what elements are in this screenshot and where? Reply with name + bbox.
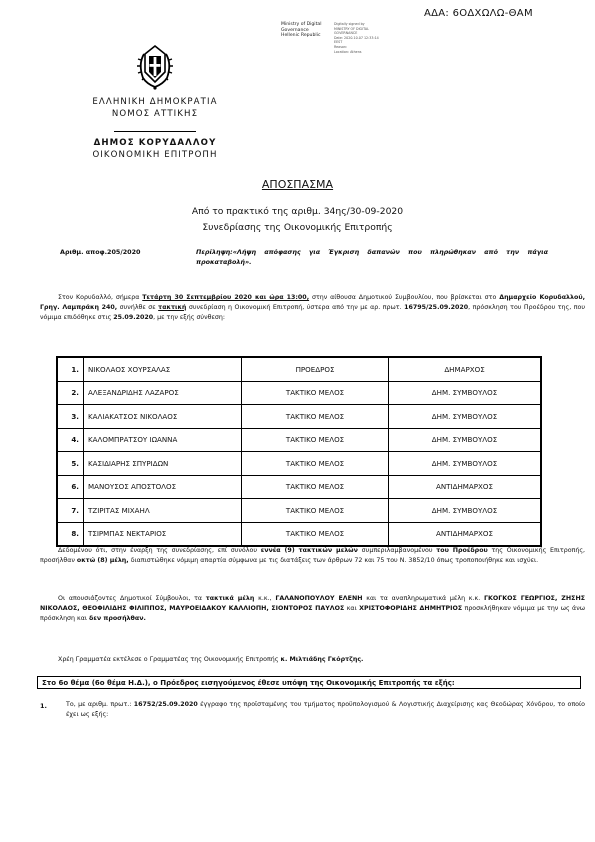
member-title: ΔΗΜΑΡΧΟΣ xyxy=(389,357,542,381)
table-row xyxy=(57,428,541,452)
table-row xyxy=(57,522,541,546)
table-row xyxy=(57,452,541,476)
republic-name: ΕΛΛΗΝΙΚΗ ΔΗΜΟΚΡΑΤΙΑ xyxy=(92,97,218,107)
secretary-paragraph: Χρέη Γραμματέα εκτέλεσε ο Γραμματέας της Οικονομικής Επιτροπής κ. Μιλτιάδης Γκόρτζης. xyxy=(58,656,364,663)
signature-issuer-line: Hellenic Republic xyxy=(281,33,321,39)
member-name: ΚΑΛΙΑΚΑΤΣΟΣ ΝΙΚΟΛΑΟΣ xyxy=(84,405,242,429)
member-name: ΜΑΝΟΥΣΟΣ ΑΠΟΣΤΟΛΟΣ xyxy=(84,475,242,499)
prefecture-name: ΝΟΜΟΣ ΑΤΤΙΚΗΣ xyxy=(111,109,199,119)
member-name: ΚΑΣΙΔΙΑΡΗΣ ΣΠΥΡΙΔΩΝ xyxy=(84,452,242,476)
member-number: 5. xyxy=(57,452,84,476)
table-row xyxy=(57,499,541,523)
absent-members-paragraph: Οι απουσιάζοντες Δημοτικοί Σύμβουλοι, τα τακτικά μέλη κ.κ., ΓΑΛΑΝΟΠΟΥΛΟΥ ΕΛΕΝΗ και τα αναπληρωματικά μέλη κ.κ. ΓΚΟΓΚΟΣ ΓΕΩΡΓΙΟΣ, ΖΗΣΗΣ ΝΙΚΟΛΑΟΣ, ΘΕΟΦΙΛΙΔΗΣ ΦΙΛΙΠΠΟΣ, ΜΑΥΡΟΕΙΔΑΚΟΥ ΚΑΛΛΙΟΠΗ, ΣΙΟΝΤΟΡΟΣ ΠΑΥΛΟΣ και ΧΡΙΣΤΟΦΟΡΙΔΗΣ ΔΗΜΗΤΡΙΟΣ προσκλήθηκαν νόμιμα με την ως άνω πρόσκληση και δεν προσήλθαν. xyxy=(40,595,586,622)
item-paragraph: Το, με αριθμ. πρωτ.: 16752/25.09.2020 έγγραφο της προϊσταμένης του τμήματος προϋπολογισμού & Λογιστικής Διαχείρισης κας Θεοδώρας Χόνδρου, το οποίο έχει ως εξής: xyxy=(66,701,585,718)
coat-of-arms-icon xyxy=(135,44,175,92)
table-row xyxy=(57,405,541,429)
member-number: 3. xyxy=(57,405,84,429)
ada-code: ΑΔΑ: 6ΟΔΧΩΛΩ-ΘΑΜ xyxy=(424,8,533,19)
member-role: ΤΑΚΤΙΚΟ ΜΕΛΟΣ xyxy=(242,405,389,429)
agenda-item-box: Στο 6ο θέμα (6ο θέμα Η.Δ.), ο Πρόεδρος εισηγούμενος έθεσε υπόψη της Οικονομικής Επιτροπής τα εξής: xyxy=(37,676,581,689)
document-title: ΑΠΟΣΠΑΣΜΑ xyxy=(261,178,334,191)
member-role: ΠΡΟΕΔΡΟΣ xyxy=(242,357,389,381)
intro-paragraph: Στον Κορυδαλλό, σήμερα Τετάρτη 30 Σεπτεμβρίου 2020 και ώρα 13:00, στην αίθουσα Δημοτικού Συμβουλίου, που βρίσκεται στο Δημαρχείο Κορυδαλλού, Γρηγ. Λαμπράκη 240, συνήλθε σε τακτική συνεδρίαση η Οικονομική Επιτροπή, ύστερα από την με αρ. πρωτ. 16795/25.09.2020, πρόσκληση του Προέδρου της, που νόμιμα επιδόθηκε στις 25.09.2020, με την εξής σύνθεση: xyxy=(40,294,585,321)
member-role: ΤΑΚΤΙΚΟ ΜΕΛΟΣ xyxy=(242,381,389,405)
table-row xyxy=(57,381,541,405)
member-title: ΔΗΜ. ΣΥΜΒΟΥΛΟΣ xyxy=(389,499,542,523)
member-number: 2. xyxy=(57,381,84,405)
member-title: ΔΗΜ. ΣΥΜΒΟΥΛΟΣ xyxy=(389,452,542,476)
member-name: ΑΛΕΞΑΝΔΡΙΔΗΣ ΛΑΖΑΡΟΣ xyxy=(84,381,242,405)
member-role: ΤΑΚΤΙΚΟ ΜΕΛΟΣ xyxy=(242,475,389,499)
decision-number: Αριθμ. αποφ.205/2020 xyxy=(60,248,141,256)
member-number: 6. xyxy=(57,475,84,499)
member-name: ΝΙΚΟΛΑΟΣ ΧΟΥΡΣΑΛΑΣ xyxy=(84,357,242,381)
member-number: 4. xyxy=(57,428,84,452)
member-role: ΤΑΚΤΙΚΟ ΜΕΛΟΣ xyxy=(242,428,389,452)
header-divider xyxy=(114,131,196,132)
member-role: ΤΑΚΤΙΚΟ ΜΕΛΟΣ xyxy=(242,499,389,523)
member-role: ΤΑΚΤΙΚΟ ΜΕΛΟΣ xyxy=(242,522,389,546)
member-title: ΑΝΤΙΔΗΜΑΡΧΟΣ xyxy=(389,522,542,546)
item-number: 1. xyxy=(40,702,47,710)
session-description: Συνεδρίασης της Οικονομικής Επιτροπής xyxy=(202,222,393,233)
member-number: 7. xyxy=(57,499,84,523)
table-row xyxy=(57,357,541,381)
signature-issuer-line: Ministry of Digital xyxy=(281,22,322,27)
signature-issuer xyxy=(281,22,321,39)
member-title: ΔΗΜ. ΣΥΜΒΟΥΛΟΣ xyxy=(389,381,542,405)
members-table xyxy=(56,356,542,547)
committee-name: ΟΙΚΟΝΟΜΙΚΗ ΕΠΙΤΡΟΠΗ xyxy=(92,150,218,160)
signature-issuer-line: Governance xyxy=(281,27,309,33)
member-number: 8. xyxy=(57,522,84,546)
member-title: ΑΝΤΙΔΗΜΑΡΧΟΣ xyxy=(389,475,542,499)
signature-details: Digitally signed by MINISTRY OF DIGITAL GOVERNANCE Date: 2020.10.07 12:33:14 EEST Reason: Location: Athens xyxy=(334,22,379,54)
member-title: ΔΗΜ. ΣΥΜΒΟΥΛΟΣ xyxy=(389,405,542,429)
table-row xyxy=(57,475,541,499)
member-name: ΚΑΛΟΜΠΡΑΤΣΟΥ ΙΩΑΝΝΑ xyxy=(84,428,242,452)
quorum-paragraph: Δεδομένου ότι, στην έναρξη της συνεδρίασης, επί συνόλου εννέα (9) τακτικών μελών συμπεριλαμβανομένου του Προέδρου της Οικονομικής Επιτροπής, προσήλθαν οκτώ (8) μέλη, διαπιστώθηκε νόμιμη απαρτία σύμφωνα με τις διατάξεις των άρθρων 72 και 75 του Ν. 3852/10 όπως τροποποιήθηκε και ισχύει. xyxy=(40,547,586,564)
minutes-reference: Από το πρακτικό της αριθμ. 34ης/30-09-2020 xyxy=(191,206,404,217)
decision-summary: Περίληψη:«Λήψη απόφασης για Έγκριση δαπανών που πληρώθηκαν από την πάγια προκαταβολή». xyxy=(196,248,548,266)
member-title: ΔΗΜ. ΣΥΜΒΟΥΛΟΣ xyxy=(389,428,542,452)
member-name: ΤΣΙΡΜΠΑΣ ΝΕΚΤΑΡΙΟΣ xyxy=(84,522,242,546)
municipality-name: ΔΗΜΟΣ ΚΟΡΥΔΑΛΛΟΥ xyxy=(93,138,217,148)
member-number: 1. xyxy=(57,357,84,381)
member-name: ΤΖΙΡΙΤΑΣ ΜΙΧΑΗΛ xyxy=(84,499,242,523)
member-role: ΤΑΚΤΙΚΟ ΜΕΛΟΣ xyxy=(242,452,389,476)
